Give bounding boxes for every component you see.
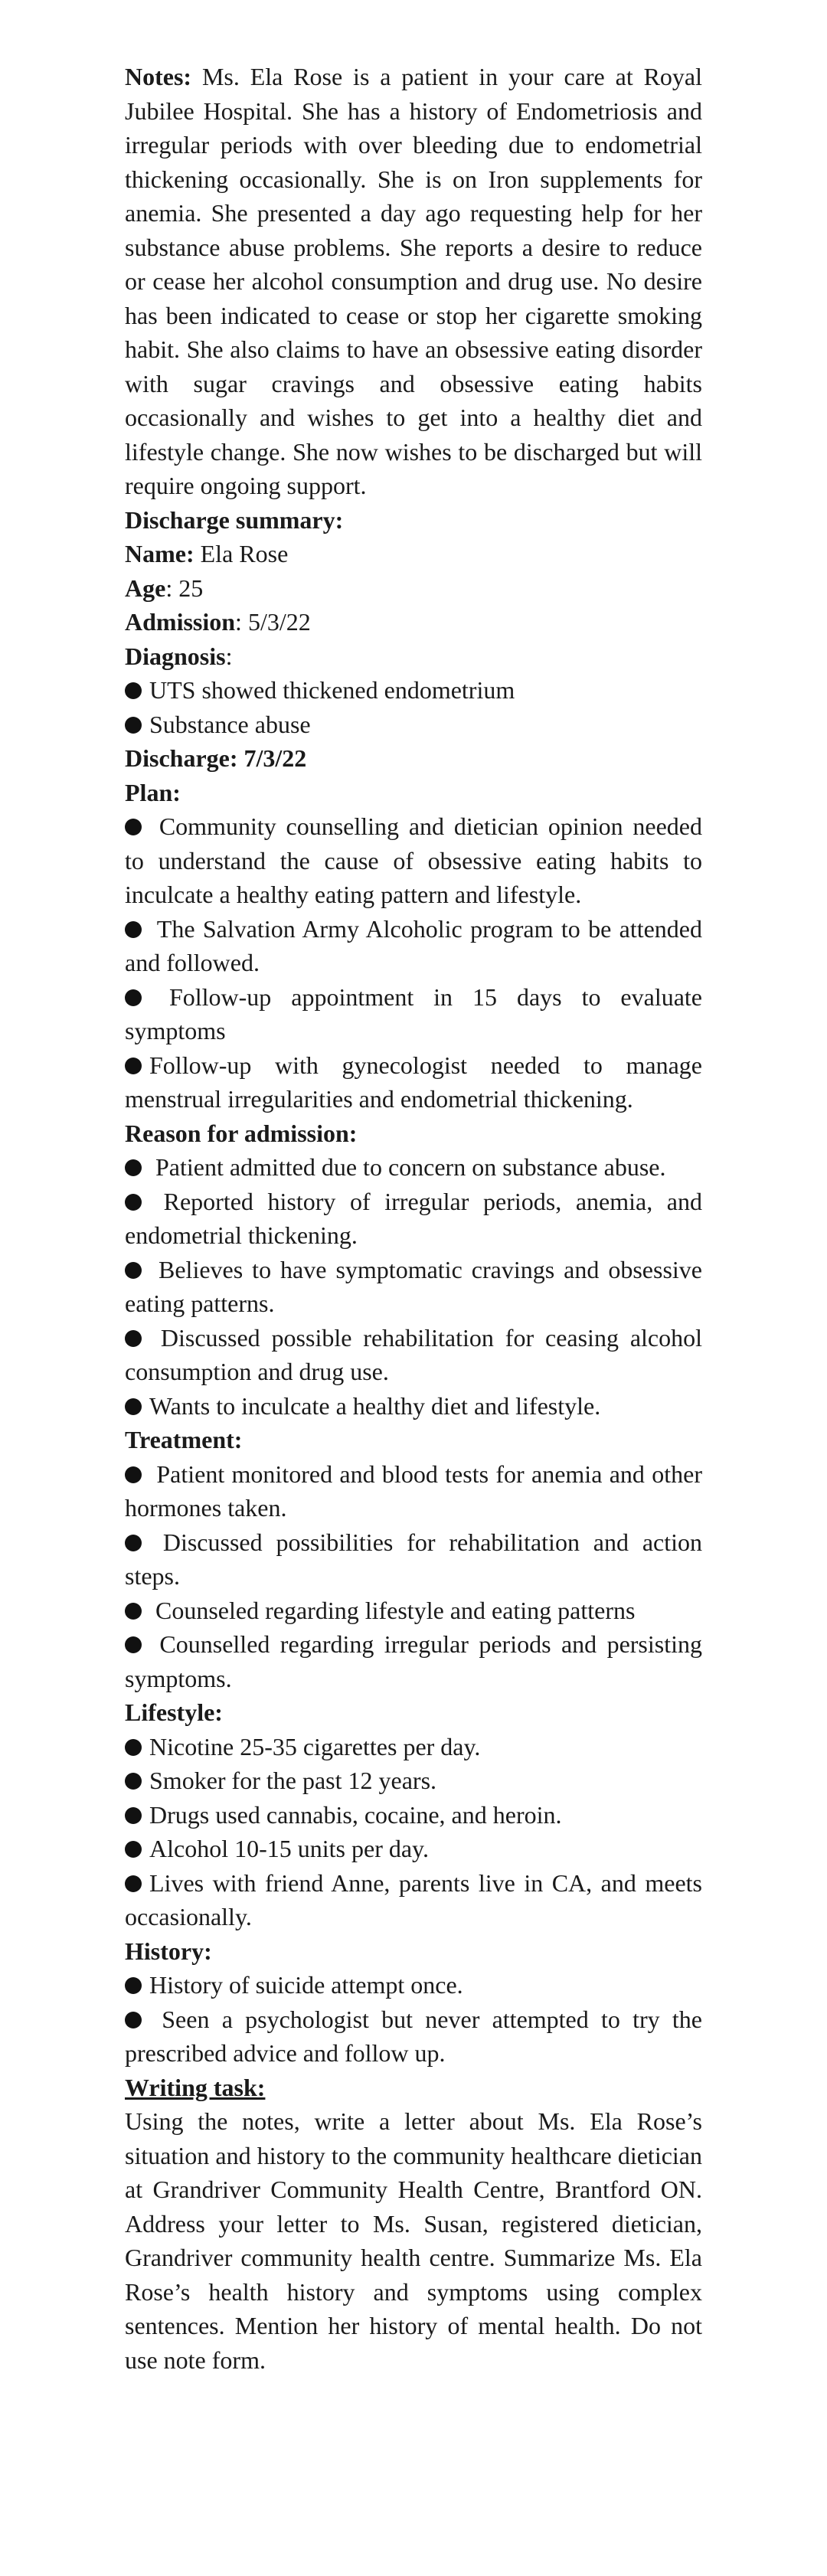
bullet-icon	[125, 1773, 142, 1790]
bullet-icon	[125, 1739, 142, 1756]
treatment-heading: Treatment:	[125, 1426, 243, 1453]
bullet-icon	[125, 1841, 142, 1858]
bullet-icon	[125, 1807, 142, 1824]
diagnosis-label: Diagnosis	[125, 642, 226, 670]
reason-heading: Reason for admission:	[125, 1119, 358, 1147]
bullet-icon	[125, 1977, 142, 1994]
list-item: Follow-up with gynecologist needed to manage menstrual irregularities and endometrial thickening.	[125, 1051, 702, 1113]
list-item: The Salvation Army Alcoholic program to be attended and followed.	[125, 914, 702, 976]
list-item: Wants to inculcate a healthy diet and lifestyle.	[125, 1389, 702, 1424]
list-item: Drugs used cannabis, cocaine, and heroin.	[125, 1798, 702, 1832]
writing-task-heading: Writing task:	[125, 2073, 266, 2101]
bullet-icon	[125, 682, 142, 699]
bullet-icon	[125, 2012, 142, 2028]
bullet-icon	[125, 1535, 142, 1551]
bullet-icon	[125, 717, 142, 734]
bullet-icon	[125, 1058, 142, 1074]
bullet-icon	[125, 921, 142, 938]
name-label: Name:	[125, 540, 194, 567]
bullet-icon	[125, 1159, 142, 1176]
list-item: Smoker for the past 12 years.	[125, 1764, 702, 1798]
list-item: Nicotine 25-35 cigarettes per day.	[125, 1730, 702, 1764]
admission-line	[125, 605, 702, 639]
admission-label: Admission	[125, 608, 236, 636]
list-item: Discussed possibilities for rehabilitation and action steps.	[125, 1528, 703, 1590]
list-item: Lives with friend Anne, parents live in CA, and meets occasionally.	[125, 1868, 702, 1930]
bullet-icon	[125, 1194, 142, 1211]
diagnosis-line: Diagnosis:	[125, 642, 233, 670]
bullet-icon	[125, 1603, 142, 1620]
list-item: Believes to have symptomatic cravings and obsessive eating patterns.	[125, 1255, 703, 1317]
bullet-icon	[125, 1398, 142, 1415]
lifestyle-heading: Lifestyle:	[125, 1698, 223, 1726]
list-item: Counselled regarding irregular periods and persisting symptoms.	[125, 1630, 703, 1692]
discharge-date-heading: Discharge: 7/3/22	[125, 744, 307, 772]
name-line	[125, 537, 702, 571]
list-item: Patient admitted due to concern on substance abuse.	[125, 1150, 702, 1185]
list-item: Discussed possible rehabilitation for ceasing alcohol consumption and drug use.	[125, 1323, 703, 1385]
bullet-icon	[125, 1636, 142, 1653]
bullet-icon	[125, 1466, 142, 1483]
list-item: Substance abuse	[125, 708, 702, 742]
list-item: Counseled regarding lifestyle and eating patterns	[125, 1594, 702, 1628]
name-value: Ela Rose	[200, 540, 289, 567]
age-label: Age	[125, 574, 166, 602]
list-item: Reported history of irregular periods, anemia, and endometrial thickening.	[125, 1187, 703, 1249]
bullet-icon	[125, 819, 142, 835]
notes-text: Ms. Ela Rose is a patient in your care at Royal Jubilee Hospital. She has a history of Endometriosis and irregular periods with over bleeding due to endometrial thickening occasionally. She is on Iron supplements for anemia. She presented a day ago requesting help for her substance abuse problems. She reports a desire to reduce or cease her alcohol consumption and drug use. No desire has been indicated to cease or stop her cigarette smoking habit. She also claims to have an obsessive eating disorder with sugar cravings and obsessive eating habits occasionally and wishes to get into a healthy diet and lifestyle change. She now wishes to be discharged but will require ongoing support.	[125, 63, 703, 499]
list-item: Follow-up appointment in 15 days to evaluate symptoms	[125, 982, 703, 1044]
age-line	[125, 571, 702, 606]
admission-value: : 5/3/22	[235, 608, 311, 636]
history-heading: History:	[125, 1937, 212, 1965]
plan-heading: Plan:	[125, 778, 181, 806]
list-item: Community counselling and dietician opinion needed to understand the cause of obsessive eating habits to inculcate a healthy eating pattern and lifestyle.	[125, 812, 703, 908]
notes-paragraph	[125, 60, 702, 503]
list-item: Patient monitored and blood tests for anemia and other hormones taken.	[125, 1460, 702, 1522]
age-value: : 25	[165, 574, 204, 602]
bullet-icon	[125, 1262, 142, 1279]
list-item: UTS showed thickened endometrium	[125, 673, 702, 708]
list-item: Alcohol 10-15 units per day.	[125, 1832, 702, 1866]
bullet-icon	[125, 989, 142, 1006]
list-item: Seen a psychologist but never attempted to try the prescribed advice and follow up.	[125, 2005, 703, 2067]
bullet-icon	[125, 1875, 142, 1892]
bullet-icon	[125, 1330, 142, 1347]
discharge-summary-heading: Discharge summary:	[125, 505, 344, 534]
list-item: History of suicide attempt once.	[125, 1968, 702, 2002]
notes-label: Notes:	[125, 63, 192, 90]
writing-task-text: Using the notes, write a letter about Ms. Ela Rose’s situation and history to the community healthcare dietician at Grandriver Community Health Centre, Brantford ON. Address your letter to Ms. Susan, registered dietician, Grandriver community health centre. Summarize Ms. Ela Rose’s health history and symptoms using complex sentences. Mention her history of mental health. Do not use note form.	[125, 2107, 702, 2374]
